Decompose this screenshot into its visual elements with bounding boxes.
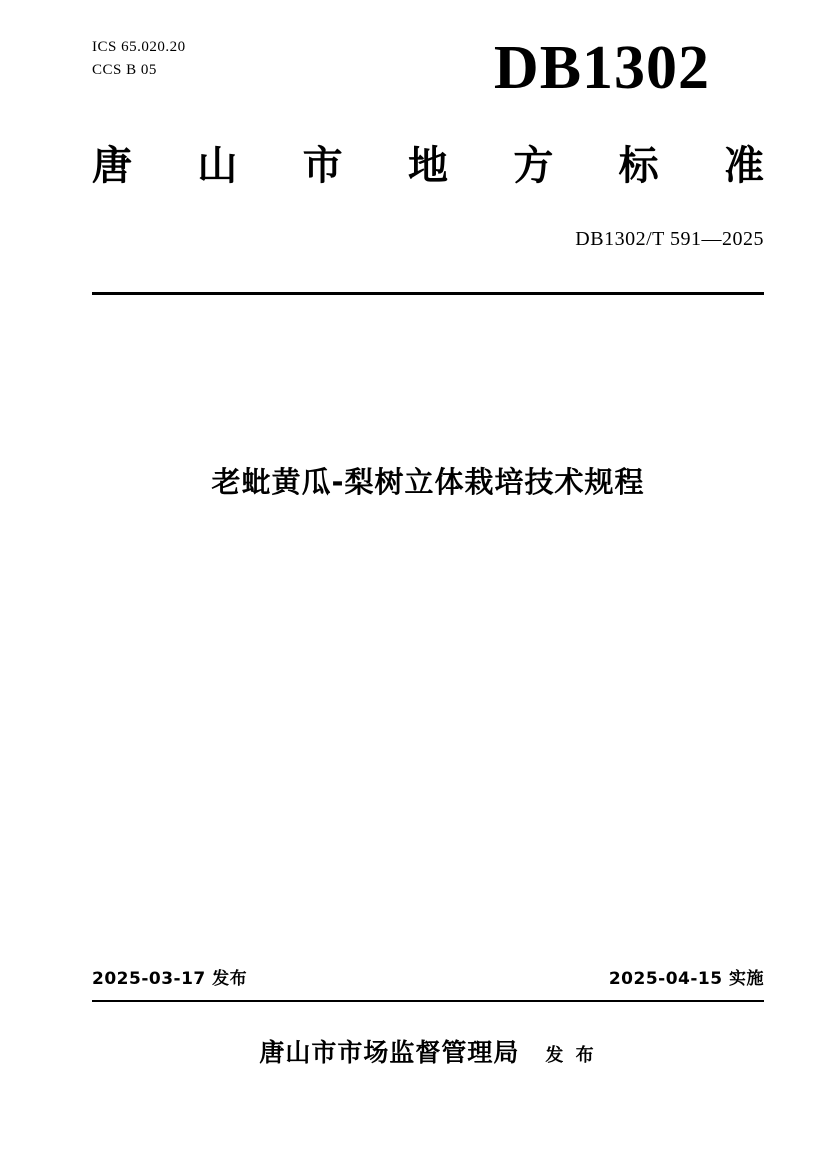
- ics-code: ICS 65.020.20: [92, 39, 186, 55]
- classification-codes: [92, 36, 186, 82]
- implement-date: 2025-04-15 实施: [608, 969, 764, 989]
- publish-date: 2025-03-17 发布: [92, 969, 248, 989]
- issuer-name: 唐山市市场监督管理局: [259, 1038, 520, 1067]
- heading-char-0: 唐: [92, 143, 132, 189]
- heading-char-5: 标: [618, 143, 659, 189]
- standard-series-code: DB1302: [493, 34, 711, 102]
- standard-number: DB1302/T 591—2025: [575, 228, 764, 250]
- heading-char-1: 山: [197, 143, 238, 189]
- date-row: [92, 964, 764, 989]
- issuing-authority: [92, 1033, 764, 1069]
- issuer-action: 发 布: [545, 1045, 597, 1066]
- footer-divider: [92, 1000, 764, 1002]
- heading-char-2: 市: [302, 143, 343, 189]
- header-divider: [92, 292, 764, 295]
- heading-char-3: 地: [407, 143, 448, 189]
- heading-char-4: 方: [513, 143, 554, 189]
- ccs-code: CCS B 05: [92, 62, 157, 78]
- cover-header: [92, 36, 755, 116]
- local-standard-heading: [92, 142, 764, 190]
- page-title: 老蚍黄瓜-梨树立体栽培技术规程: [211, 465, 645, 499]
- heading-char-6: 准: [723, 143, 764, 189]
